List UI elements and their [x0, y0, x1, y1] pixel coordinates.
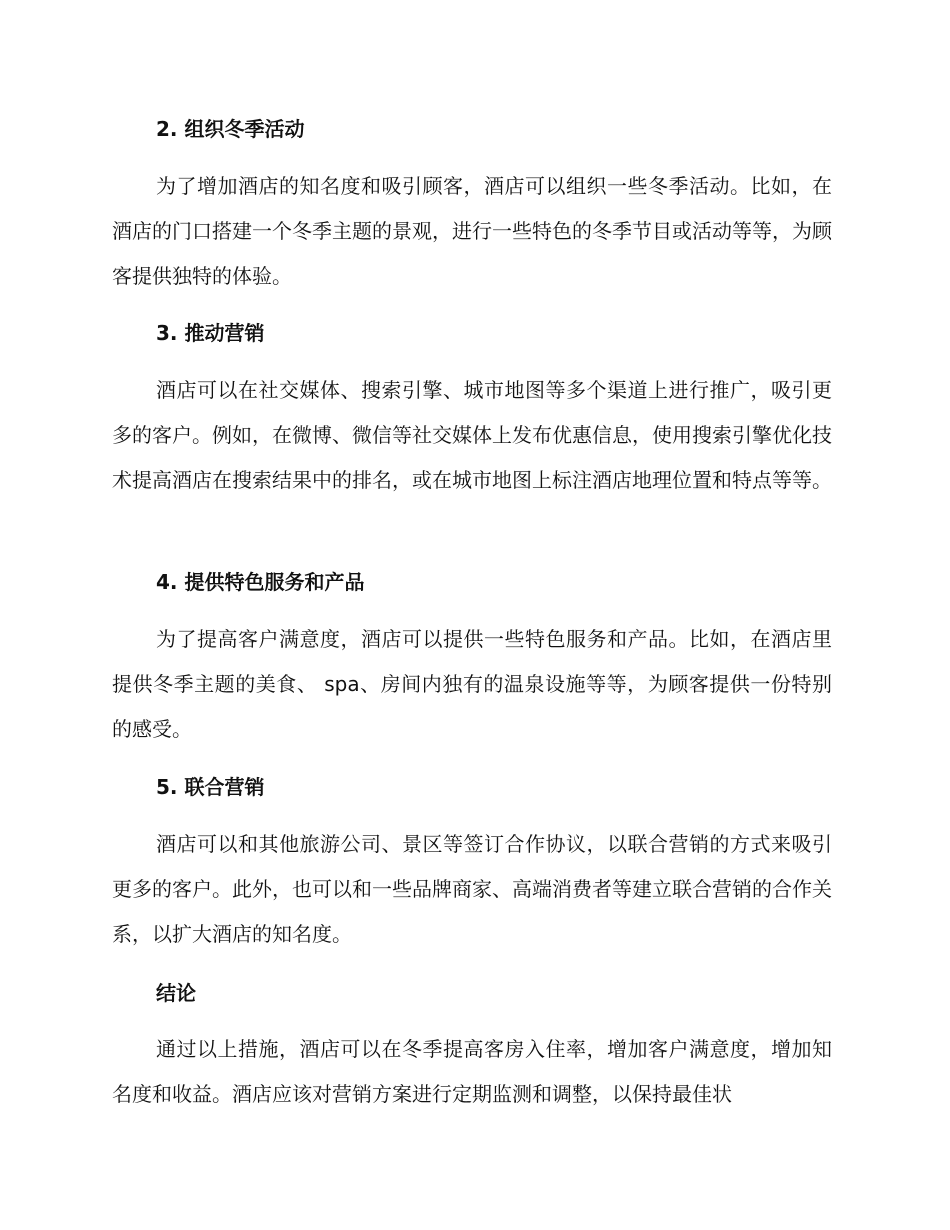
section-paragraph-joint-marketing: 酒店可以和其他旅游公司、景区等签订合作协议，以联合营销的方式来吸引更多的客户。此外，也可以和一些品牌商家、高端消费者等建立联合营销的合作关系，以扩大酒店的知名度。 [112, 832, 832, 946]
section-paragraph-conclusion: 通过以上措施，酒店可以在冬季提高客房入住率，增加客户满意度，增加知名度和收益。酒店应该对营销方案进行定期监测和调整，以保持最佳状 [112, 1037, 832, 1106]
section-heading-joint-marketing: 5. 联合营销 [156, 775, 265, 799]
section-heading-activities: 2. 组织冬季活动 [156, 117, 305, 141]
section-heading-conclusion: 结论 [156, 981, 196, 1005]
section-paragraph-services: 为了提高客户满意度，酒店可以提供一些特色服务和产品。比如，在酒店里提供冬季主题的美食、 spa、房间内独有的温泉设施等等，为顾客提供一份特别的感受。 [112, 627, 832, 741]
section-paragraph-activities: 为了增加酒店的知名度和吸引顾客，酒店可以组织一些冬季活动。比如，在酒店的门口搭建一个冬季主题的景观，进行一些特色的冬季节目或活动等等，为顾客提供独特的体验。 [112, 174, 832, 288]
section-heading-marketing: 3. 推动营销 [156, 321, 265, 345]
section-heading-services: 4. 提供特色服务和产品 [156, 570, 365, 594]
section-paragraph-marketing: 酒店可以在社交媒体、搜索引擎、城市地图等多个渠道上进行推广，吸引更多的客户。例如，在微博、微信等社交媒体上发布优惠信息，使用搜索引擎优化技术提高酒店在搜索结果中的排名，或在城市地图上标注酒店地理位置和特点等等。 [112, 378, 832, 492]
